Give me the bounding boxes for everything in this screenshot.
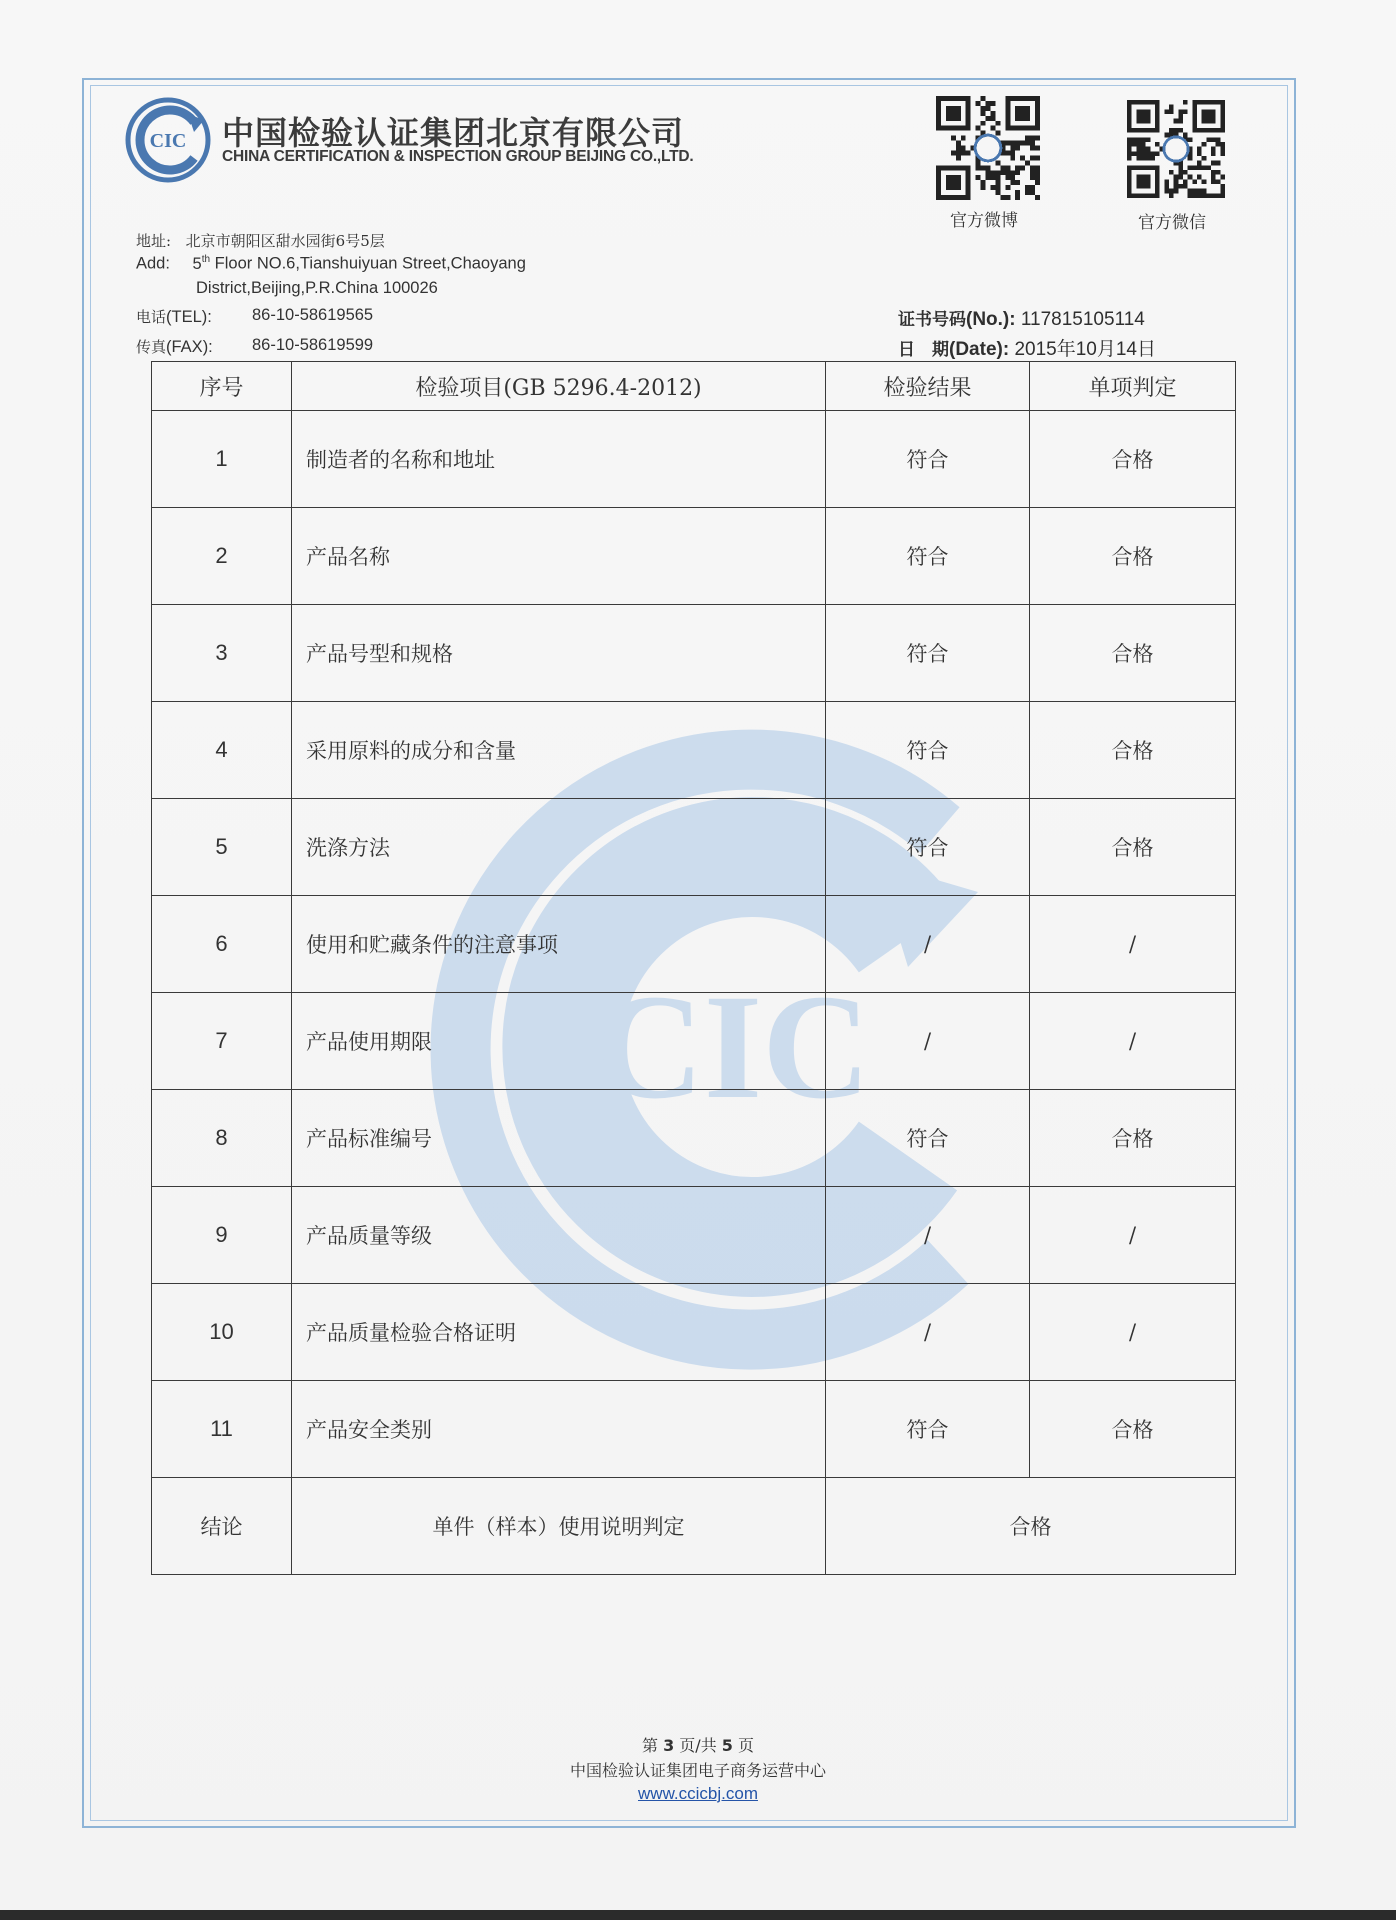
page-current: 3: [663, 1736, 675, 1755]
cert-date-label-en: (Date):: [949, 339, 1010, 360]
table-row: [152, 411, 1236, 508]
row-no: 6: [152, 896, 292, 993]
row-item: 产品名称: [292, 508, 826, 605]
header-judgement: 单项判定: [1030, 362, 1236, 411]
row-judgement: 合格: [1030, 1381, 1236, 1478]
row-result: 符合: [826, 411, 1030, 508]
row-judgement: /: [1030, 1187, 1236, 1284]
row-judgement: 合格: [1030, 411, 1236, 508]
row-no: 2: [152, 508, 292, 605]
address-cn-label: 地址:: [136, 232, 172, 250]
row-no: 10: [152, 1284, 292, 1381]
row-judgement: 合格: [1030, 508, 1236, 605]
address-en-line1: [136, 254, 526, 274]
address-cn: [136, 230, 385, 251]
conclusion-label: 结论: [152, 1478, 292, 1575]
row-result: 符合: [826, 799, 1030, 896]
row-no: 11: [152, 1381, 292, 1478]
tel-label-cn: 电话: [136, 308, 167, 326]
qr-label-weibo: 官方微博: [950, 211, 1018, 231]
row-item: 产品安全类别: [292, 1381, 826, 1478]
qr-code-wechat[interactable]: [1127, 100, 1225, 198]
table-row: [152, 1090, 1236, 1187]
row-no: 8: [152, 1090, 292, 1187]
row-judgement: 合格: [1030, 799, 1236, 896]
certificate-number: [898, 305, 1145, 331]
row-result: 符合: [826, 1090, 1030, 1187]
row-item: 采用原料的成分和含量: [292, 702, 826, 799]
inspection-results-table: [151, 361, 1236, 1575]
table-row: [152, 993, 1236, 1090]
cert-date-value: 2015年10月14日: [1014, 339, 1156, 360]
row-judgement: 合格: [1030, 605, 1236, 702]
row-item: 产品质量检验合格证明: [292, 1284, 826, 1381]
qr-code-weibo[interactable]: [936, 96, 1040, 200]
row-no: 1: [152, 411, 292, 508]
conclusion-row: [152, 1478, 1236, 1575]
fax: [136, 336, 374, 357]
scan-edge: [0, 1910, 1396, 1920]
header-no: 序号: [152, 362, 292, 411]
row-item: 洗涤方法: [292, 799, 826, 896]
conclusion-item: 单件（样本）使用说明判定: [292, 1478, 826, 1575]
fax-label-cn: 传真: [136, 338, 167, 356]
address-en-sup: th: [201, 254, 211, 265]
table-row: [152, 508, 1236, 605]
row-result: /: [826, 896, 1030, 993]
row-judgement: 合格: [1030, 1090, 1236, 1187]
telephone: [136, 306, 374, 327]
cert-no-value: 117815105114: [1020, 309, 1145, 330]
address-en-label: Add:: [136, 254, 170, 273]
row-item: 产品质量等级: [292, 1187, 826, 1284]
company-name-en: CHINA CERTIFICATION & INSPECTION GROUP BEIJING CO.,LTD.: [222, 148, 694, 165]
certificate-date: [898, 334, 1156, 361]
fax-label-en: (FAX):: [166, 338, 213, 356]
address-cn-value: 北京市朝阳区甜水园街6号5层: [185, 232, 385, 250]
qr-label-wechat: 官方微信: [1138, 213, 1206, 233]
row-no: 3: [152, 605, 292, 702]
header-result: 检验结果: [826, 362, 1030, 411]
header-item: 检验项目(GB 5296.4-2012): [292, 362, 826, 411]
row-judgement: /: [1030, 993, 1236, 1090]
table-header-row: [152, 362, 1236, 411]
table-row: [152, 1284, 1236, 1381]
watermark-text: CIC: [595, 964, 871, 1130]
footer-website-link[interactable]: www.ccicbj.com: [638, 1784, 758, 1803]
page-indicator: [0, 1733, 1396, 1756]
cert-no-label-cn: 证书号码: [898, 310, 966, 330]
row-item: 产品号型和规格: [292, 605, 826, 702]
row-item: 制造者的名称和地址: [292, 411, 826, 508]
address-en-line2: District,Beijing,P.R.China 100026: [196, 279, 438, 297]
row-item: 产品标准编号: [292, 1090, 826, 1187]
row-result: /: [826, 993, 1030, 1090]
cert-date-label-cn: 日 期: [898, 340, 949, 360]
row-no: 7: [152, 993, 292, 1090]
table-row: [152, 896, 1236, 993]
tel-value: 86-10-58619565: [252, 306, 374, 324]
table-row: [152, 1187, 1236, 1284]
row-result: 符合: [826, 702, 1030, 799]
cert-no-label-en: (No.):: [966, 309, 1016, 330]
row-result: /: [826, 1284, 1030, 1381]
page-prefix: 第: [641, 1736, 658, 1755]
footer-center-name: 中国检验认证集团电子商务运营中心: [569, 1761, 826, 1780]
conclusion-judgement: 合格: [826, 1478, 1236, 1575]
company-name-cn: 中国检验认证集团北京有限公司: [222, 115, 685, 151]
row-item: 产品使用期限: [292, 993, 826, 1090]
row-no: 5: [152, 799, 292, 896]
row-result: /: [826, 1187, 1030, 1284]
address-en-num: 5: [192, 254, 202, 273]
row-no: 4: [152, 702, 292, 799]
address-en-text1: Floor NO.6,Tianshuiyuan Street,Chaoyang: [210, 254, 526, 273]
table-row: [152, 702, 1236, 799]
row-judgement: 合格: [1030, 702, 1236, 799]
tel-label-en: (TEL):: [166, 308, 212, 326]
page-suffix: 页: [738, 1736, 755, 1755]
row-result: 符合: [826, 508, 1030, 605]
page-middle: 页/共: [679, 1736, 717, 1755]
table-row: [152, 1381, 1236, 1478]
row-result: 符合: [826, 1381, 1030, 1478]
row-judgement: /: [1030, 896, 1236, 993]
row-result: 符合: [826, 605, 1030, 702]
row-item: 使用和贮藏条件的注意事项: [292, 896, 826, 993]
cic-logo: [124, 96, 212, 184]
logo-text: CIC: [149, 130, 187, 152]
table-row: [152, 799, 1236, 896]
page-total: 5: [721, 1736, 733, 1755]
fax-value: 86-10-58619599: [252, 336, 374, 354]
table-row: [152, 605, 1236, 702]
row-no: 9: [152, 1187, 292, 1284]
row-judgement: /: [1030, 1284, 1236, 1381]
